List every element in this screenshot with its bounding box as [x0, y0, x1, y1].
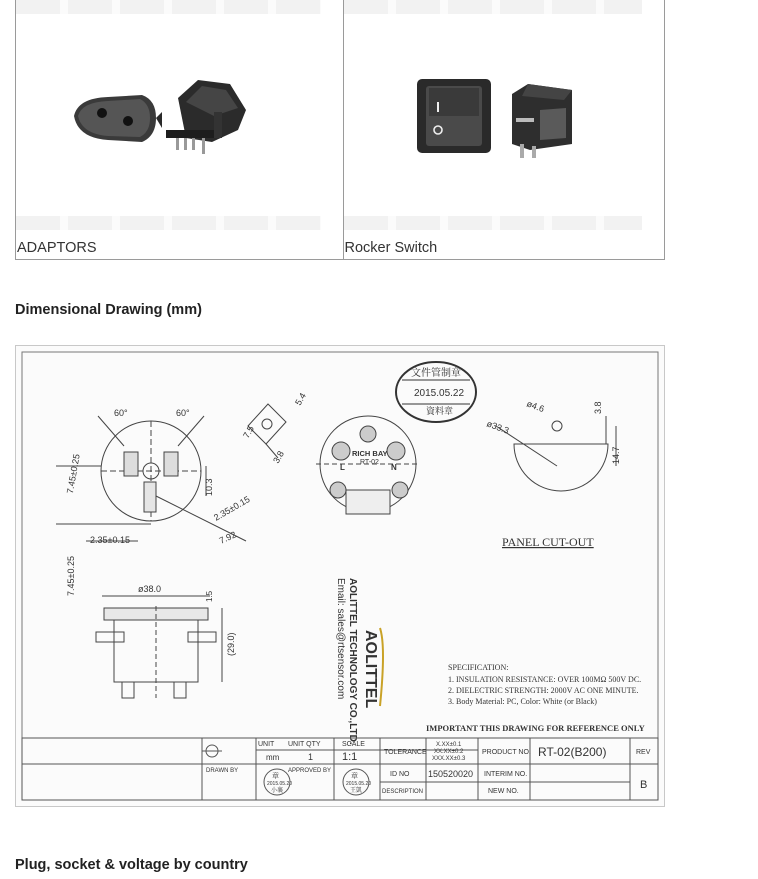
id-no-value: 150520020 [428, 769, 474, 779]
interim-no-label: INTERIM NO. [484, 771, 528, 778]
dim-3-8-b: 3.8 [593, 401, 603, 414]
dimensional-drawing-heading: Dimensional Drawing (mm) [15, 302, 202, 318]
image-fade-bottom [16, 216, 321, 230]
scale-value: 1:1 [342, 751, 358, 763]
scale-label: SCALE [342, 741, 365, 748]
company-logo-text: AOLITTEL [362, 630, 379, 709]
dim-7-5: 7.5 [241, 424, 256, 440]
company-email: Email: sales@rtsensor.com [335, 578, 346, 700]
product-no-value: RT-02(B200) [538, 745, 607, 759]
product-label-adaptors[interactable]: ADAPTORS [17, 240, 97, 256]
product-label-rocker-switch[interactable]: Rocker Switch [344, 240, 438, 256]
dim-38-0: ø38.0 [138, 584, 162, 594]
stamp-top: 文件管制章 [411, 368, 461, 379]
stamp-date: 2015.05.22 [414, 388, 465, 399]
approved-by-label: APPROVED BY [288, 768, 332, 774]
dim-10-3: 10.3 [204, 478, 214, 496]
rocker-switch-icon[interactable] [344, 0, 666, 216]
product-cell-adaptors[interactable] [16, 0, 343, 259]
drawn-stamp-top: 章 [272, 773, 279, 780]
switch-brand: RICH BAY [352, 449, 388, 458]
product-no-label: PRODUCT NO. [482, 749, 531, 756]
tolerance-value-2: XX.XX±0.2 [434, 749, 464, 755]
switch-model: RT-02 [360, 459, 379, 466]
unit-value: mm [266, 753, 280, 762]
dimensional-drawing [15, 345, 665, 807]
spec-title: SPECIFICATION: [448, 663, 509, 672]
dim-33-3: ø33.3 [485, 418, 511, 436]
tolerance-value-1: X.XX±0.1 [436, 742, 462, 748]
dim-5-4: 5.4 [293, 391, 308, 407]
panel-cutout-label: PANEL CUT-OUT [502, 535, 594, 549]
spec-line-3: 3. Body Material: PC, Color: White (or Black) [448, 697, 597, 706]
approved-stamp-top: 章 [351, 773, 358, 780]
drawn-stamp-date: 2015.05.20 [267, 781, 293, 787]
drawn-stamp-name: 小襄 [271, 788, 284, 794]
dim-7-45-b: 7.45±0.25 [66, 556, 76, 596]
plug-socket-heading: Plug, socket & voltage by country [15, 857, 248, 873]
dim-2-35-b: 2.35±0.15 [212, 494, 252, 523]
spec-line-1: 1. INSULATION RESISTANCE: OVER 100MΩ 500V DC. [448, 675, 642, 684]
dim-3-8-a: 3.8 [271, 449, 286, 465]
tolerance-value-3: XXX.XX±0.3 [432, 756, 466, 762]
tolerance-label: TOLERANCE [384, 749, 427, 756]
approved-stamp-name: 王凱 [350, 788, 363, 794]
product-table [15, 0, 665, 260]
product-cell-rocker-switch[interactable] [343, 0, 665, 259]
new-no-label: NEW NO. [488, 788, 519, 795]
dim-14-7: 14.7 [611, 446, 621, 464]
side-view [96, 596, 222, 698]
dim-29-0: (29.0) [226, 632, 236, 656]
dim-7-92: 7.92 [217, 529, 238, 546]
dim-7-45-a: 7.45±0.25 [64, 453, 82, 495]
dim-4-6: ø4.6 [525, 398, 546, 415]
spec-line-2: 2. DIELECTRIC STRENGTH: 2000V AC ONE MINUTE. [448, 686, 639, 695]
drawn-by-label: DRAWN BY [206, 768, 239, 774]
dim-2-35-a: 2.35±0.15 [90, 535, 130, 545]
approved-stamp-date: 2015.05.20 [346, 781, 372, 787]
switch-terminal-n: N [391, 463, 397, 472]
dim-angle-1: 60° [114, 408, 128, 418]
panel-cutout [496, 416, 616, 491]
drawing-canvas [16, 346, 664, 806]
company-full-name: AOLITTEL TECHNOLOGY CO.,LTD. [347, 578, 358, 745]
reference-note: IMPORTANT THIS DRAWING FOR REFERENCE ONLY [426, 723, 645, 733]
image-fade-bottom [344, 216, 643, 230]
description-label: DESCRIPTION [382, 789, 424, 795]
dim-angle-2: 60° [176, 408, 190, 418]
stamp-bottom: 資料章 [426, 406, 454, 416]
unit-qty-label: UNIT QTY [288, 741, 321, 748]
logo-swoosh-icon [380, 628, 383, 706]
adaptor-plug-icon[interactable] [16, 0, 343, 216]
unit-label: UNIT [258, 741, 275, 748]
id-no-label: ID NO [390, 771, 410, 778]
dim-1-5: 1.5 [205, 590, 214, 602]
unit-qty-value: 1 [308, 752, 314, 762]
rev-label: REV [636, 749, 651, 756]
switch-terminal-l: L [340, 463, 345, 472]
rev-value: B [640, 779, 648, 791]
